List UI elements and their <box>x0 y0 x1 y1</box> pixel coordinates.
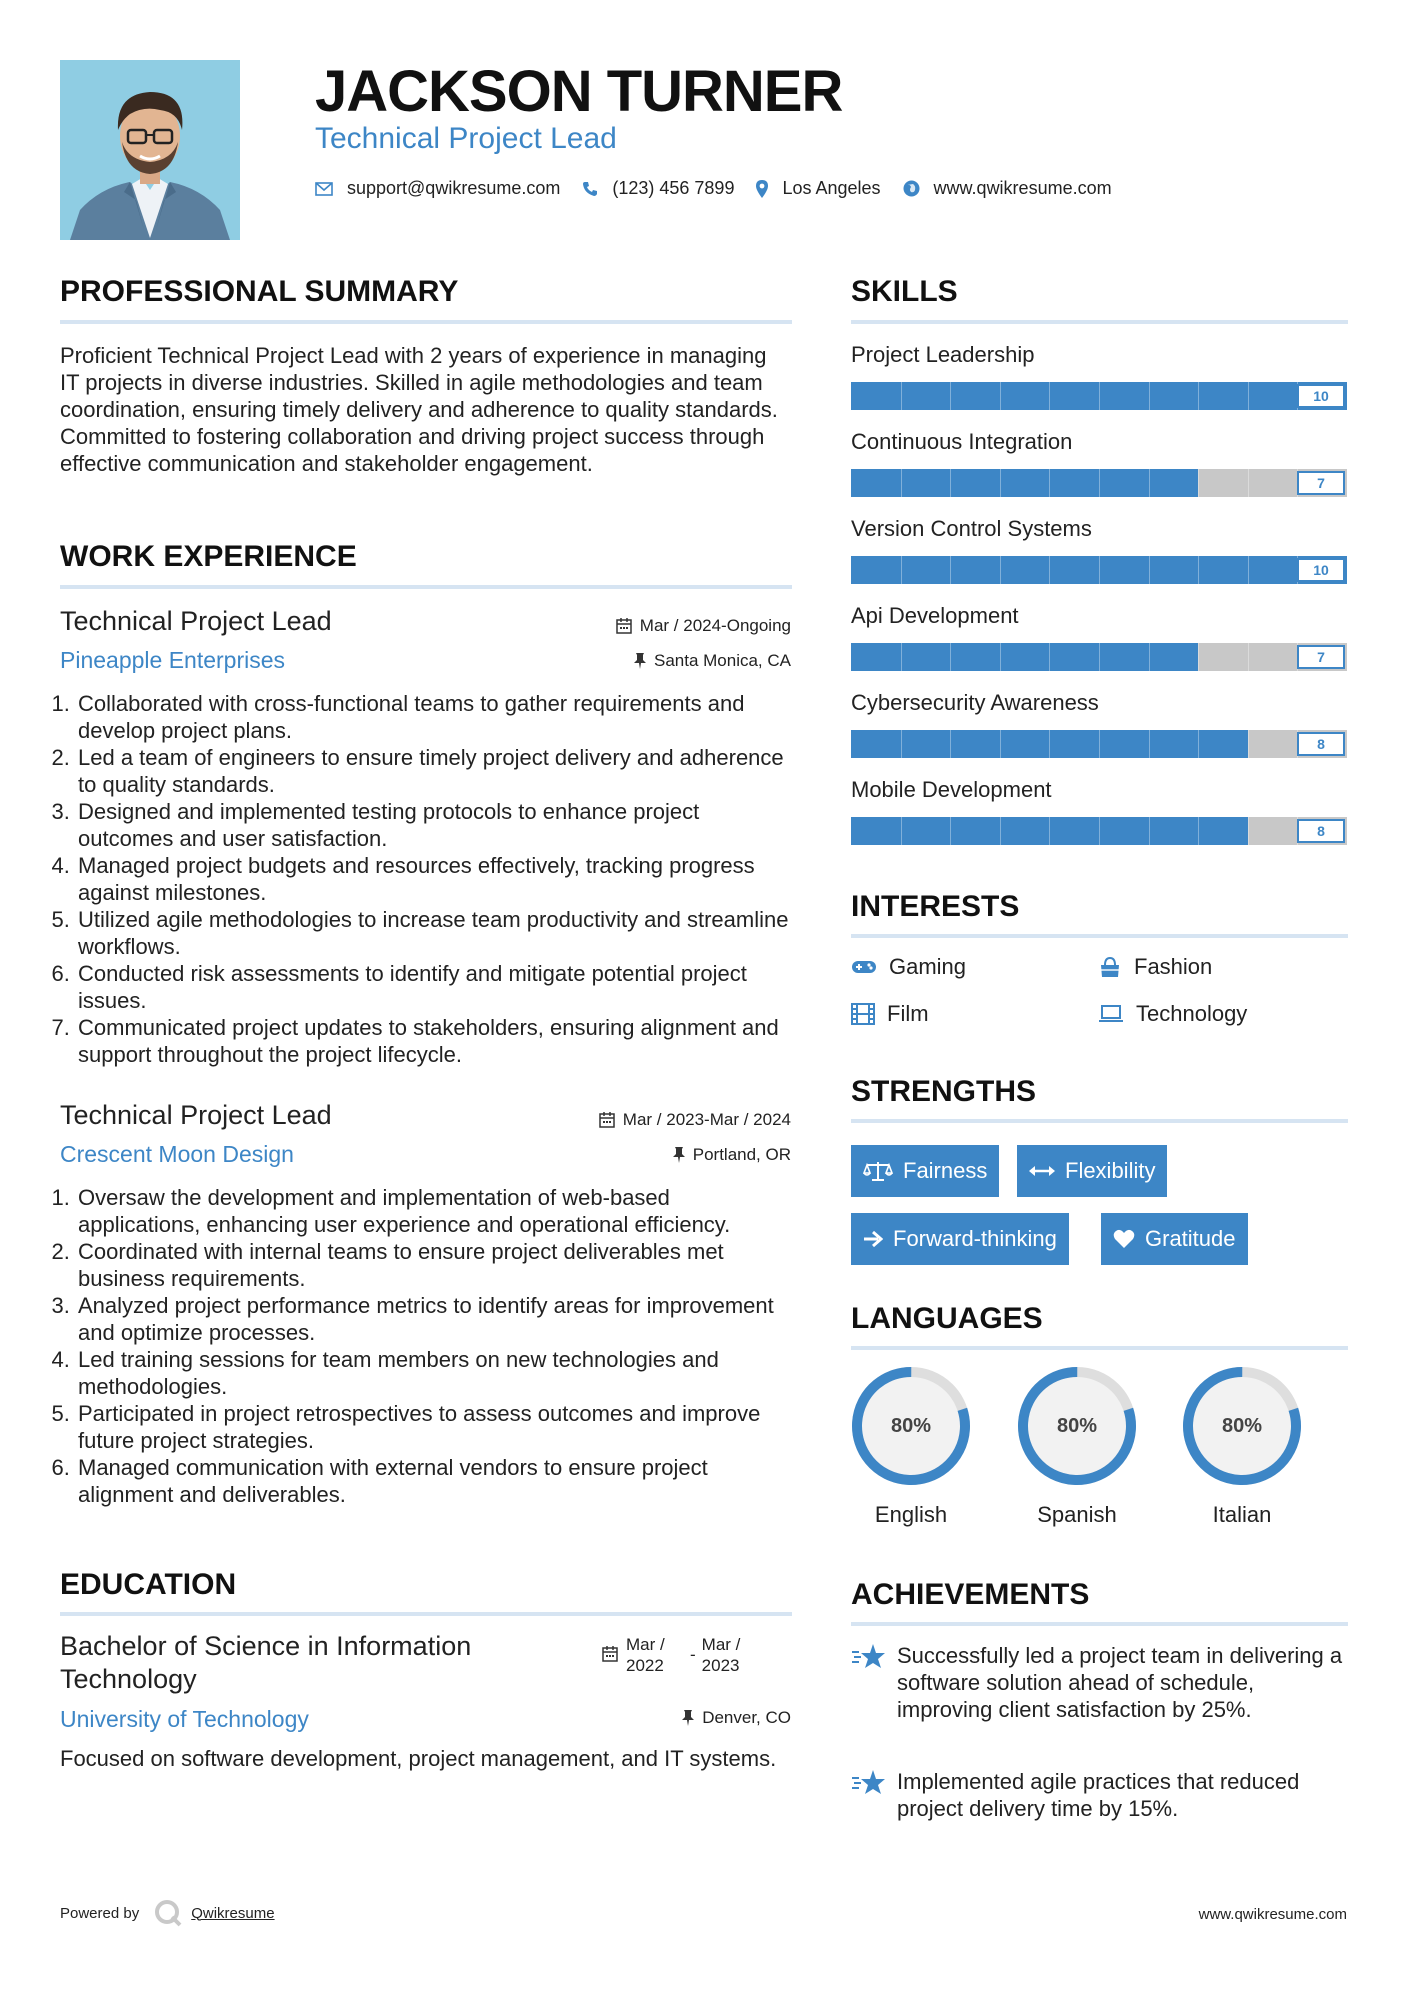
language-percent: 80% <box>1056 1415 1098 1437</box>
skill-bar-segment <box>1149 817 1150 845</box>
interest-label: Technology <box>1136 1001 1248 1026</box>
contact-location <box>756 178 880 199</box>
map-marker-icon <box>756 180 768 198</box>
skill-bar-segment <box>1099 730 1100 758</box>
skill-bar-segment <box>901 556 902 584</box>
summary-divider <box>60 320 792 324</box>
star-badge-icon <box>851 1768 887 1798</box>
skill-bar-segment <box>1049 817 1050 845</box>
profile-photo <box>60 60 240 240</box>
strength-chip-gratitude <box>1101 1213 1248 1265</box>
skill-bar-segment <box>1248 643 1249 671</box>
job-location-text: Santa Monica, CA <box>653 651 791 670</box>
list-item: 5. Utilized agile methodologies to increase team productivity and streamline workflows. <box>76 906 798 960</box>
phone-icon <box>582 181 598 197</box>
skill-bar-fill <box>851 643 1198 671</box>
gamepad-icon <box>851 959 877 975</box>
interest-fashion <box>1098 954 1212 980</box>
language-name: Italian <box>1212 1502 1272 1527</box>
interest-label: Film <box>887 1001 929 1026</box>
achievement-item <box>851 1642 1351 1723</box>
skill-name: Continuous Integration <box>851 429 1073 454</box>
interest-label: Fashion <box>1134 954 1213 979</box>
skill-bar-segment <box>901 469 902 497</box>
calendar-icon <box>599 1112 615 1128</box>
education-dates <box>602 1634 752 1676</box>
language-name: English <box>874 1502 948 1527</box>
achievement-text: Implemented agile practices that reduced project delivery time by 15%. <box>897 1769 1300 1821</box>
candidate-title: Technical Project Lead <box>315 122 617 155</box>
skill-bar <box>851 556 1347 584</box>
job-bullets <box>58 690 798 1068</box>
list-item: 1. Collaborated with cross-functional teams to gather requirements and develop project plans. <box>76 690 798 744</box>
skill-bar-segment <box>1198 730 1199 758</box>
skill-bar-segment <box>1049 382 1050 410</box>
skill-bar-segment <box>1099 643 1100 671</box>
company-name: Crescent Moon Design <box>60 1141 294 1167</box>
education-location-text: Denver, CO <box>702 1708 791 1727</box>
skill-name: Mobile Development <box>851 777 1052 802</box>
qwikresume-logo-icon <box>153 1898 183 1928</box>
achievements-divider <box>851 1622 1348 1626</box>
skill-bar-segment <box>901 817 902 845</box>
skill-level-badge: 10 <box>1297 384 1345 408</box>
candidate-name: JACKSON TURNER <box>315 59 843 124</box>
language-ring <box>1182 1366 1302 1486</box>
skill-bar-segment <box>1198 817 1199 845</box>
list-item: 5. Participated in project retrospectives to assess outcomes and improve future project strategies. <box>76 1400 798 1454</box>
strengths-heading: STRENGTHS <box>851 1075 1037 1108</box>
achievements-heading: ACHIEVEMENTS <box>851 1578 1090 1611</box>
skill-bar-segment <box>950 469 951 497</box>
interests-heading: INTERESTS <box>851 890 1020 923</box>
skill-bar-segment <box>950 382 951 410</box>
list-item: 4. Managed project budgets and resources effectively, tracking progress against milestones. <box>76 852 798 906</box>
skill-bar-segment <box>1198 469 1199 497</box>
education-start: Mar / 2022 <box>626 1635 665 1675</box>
education-end: Mar / 2023 <box>701 1635 741 1675</box>
education-location <box>491 1708 791 1728</box>
email-text: support@qwikresume.com <box>347 178 561 198</box>
summary-text: Proficient Technical Project Lead with 2 years of experience in managing IT projects in diverse industries. Skilled in agile methodologies and team coordination, ensuring timely delivery and adherence to quality standards. Committed to fostering collaboration and driving project success through effective communication and stakeholder engagement. <box>60 343 778 476</box>
balance-scale-icon <box>863 1160 893 1182</box>
contact-website[interactable] <box>903 178 1112 199</box>
skill-bar-segment <box>1049 469 1050 497</box>
languages-heading: LANGUAGES <box>851 1302 1043 1335</box>
pushpin-icon <box>634 653 646 669</box>
job-location-text: Portland, OR <box>692 1145 791 1164</box>
language-ring <box>851 1366 971 1486</box>
job-dates-text: Mar / 2024-Ongoing <box>639 616 791 635</box>
skill-level-badge: 7 <box>1297 645 1345 669</box>
achievement-item <box>851 1768 1351 1822</box>
skill-bar <box>851 643 1347 671</box>
skill-bar-segment <box>1149 469 1150 497</box>
skill-level-badge: 10 <box>1297 558 1345 582</box>
degree-title: Bachelor of Science in Information Technology <box>60 1631 472 1694</box>
pushpin-icon <box>682 1710 694 1726</box>
brand-link[interactable]: Qwikresume <box>191 1904 275 1922</box>
interest-technology <box>1098 1001 1247 1027</box>
job-bullets <box>58 1184 798 1508</box>
skill-bar-segment <box>901 730 902 758</box>
job-location <box>491 1145 791 1165</box>
list-item: 6. Managed communication with external vendors to ensure project alignment and deliverables. <box>76 1454 798 1508</box>
contact-bar <box>315 178 1134 199</box>
strength-chip-fairness <box>851 1145 999 1197</box>
list-item: 6. Conducted risk assessments to identify and mitigate potential project issues. <box>76 960 798 1014</box>
skills-heading: SKILLS <box>851 275 958 308</box>
language-name: Spanish <box>1037 1502 1117 1527</box>
phone-text: (123) 456 7899 <box>612 178 735 198</box>
skill-bar-segment <box>1000 817 1001 845</box>
skill-name: Cybersecurity Awareness <box>851 690 1099 715</box>
job-title: Technical Project Lead <box>60 1100 332 1130</box>
skill-bar-segment <box>1149 643 1150 671</box>
strength-label: Flexibility <box>1065 1158 1156 1183</box>
skill-bar-segment <box>901 382 902 410</box>
skill-level-badge: 8 <box>1297 732 1345 756</box>
experience-divider <box>60 585 792 589</box>
experience-heading: WORK EXPERIENCE <box>60 540 357 573</box>
pushpin-icon <box>673 1147 685 1163</box>
skill-bar <box>851 382 1347 410</box>
website-text: www.qwikresume.com <box>933 178 1112 198</box>
summary-heading: PROFESSIONAL SUMMARY <box>60 275 459 308</box>
star-badge-icon <box>851 1642 887 1672</box>
globe-icon <box>903 180 920 197</box>
job-dates <box>491 1110 791 1130</box>
laptop-icon <box>1098 1004 1124 1024</box>
heart-icon <box>1113 1229 1135 1249</box>
contact-email[interactable] <box>315 178 560 199</box>
interest-label: Gaming <box>889 954 967 979</box>
skill-bar-segment <box>1099 382 1100 410</box>
skill-bar-segment <box>950 730 951 758</box>
arrow-right-icon <box>863 1230 883 1248</box>
strength-chip-forward-thinking <box>851 1213 1069 1265</box>
arrows-horizontal-icon <box>1029 1164 1055 1178</box>
skill-bar-segment <box>1049 556 1050 584</box>
company-name: Pineapple Enterprises <box>60 647 286 673</box>
skill-bar-segment <box>950 556 951 584</box>
job-location <box>491 651 791 671</box>
skill-bar-fill <box>851 469 1198 497</box>
powered-by-text: Powered by <box>60 1904 140 1922</box>
job-dates-text: Mar / 2023-Mar / 2024 <box>622 1110 791 1129</box>
strength-chip-flexibility <box>1017 1145 1167 1197</box>
skill-bar-segment <box>1248 469 1249 497</box>
skill-bar-segment <box>1248 556 1249 584</box>
strength-label: Forward-thinking <box>893 1226 1057 1251</box>
skill-level-badge: 8 <box>1297 819 1345 843</box>
education-heading: EDUCATION <box>60 1568 237 1601</box>
skill-bar-segment <box>1099 556 1100 584</box>
strength-label: Fairness <box>903 1158 988 1183</box>
skill-bar-segment <box>1198 382 1199 410</box>
list-item: 2. Coordinated with internal teams to ensure project deliverables met business requirements. <box>76 1238 798 1292</box>
skill-bar-segment <box>1049 643 1050 671</box>
skill-bar-segment <box>1000 643 1001 671</box>
skills-divider <box>851 320 1348 324</box>
calendar-icon <box>602 1646 618 1662</box>
skill-name: Api Development <box>851 603 1019 628</box>
skill-bar-segment <box>950 817 951 845</box>
job-title: Technical Project Lead <box>60 606 332 636</box>
skill-bar-segment <box>1198 556 1199 584</box>
skill-bar-segment <box>1049 730 1050 758</box>
list-item: 3. Designed and implemented testing protocols to enhance project outcomes and user satisfaction. <box>76 798 798 852</box>
interest-film <box>851 1001 929 1027</box>
skill-name: Project Leadership <box>851 342 1035 367</box>
strength-label: Gratitude <box>1145 1226 1236 1251</box>
list-item: 3. Analyzed project performance metrics to identify areas for improvement and optimize processes. <box>76 1292 798 1346</box>
strengths-divider <box>851 1119 1348 1123</box>
skill-bar-segment <box>1000 556 1001 584</box>
skill-bar-segment <box>1099 469 1100 497</box>
skill-bar-segment <box>950 643 951 671</box>
skill-bar-segment <box>1248 730 1249 758</box>
contact-phone[interactable] <box>582 178 734 199</box>
shopping-bag-icon <box>1098 955 1122 979</box>
skill-bar-segment <box>1248 817 1249 845</box>
calendar-icon <box>616 618 632 634</box>
list-item: 1. Oversaw the development and implementation of web-based applications, enhancing user experience and operational efficiency. <box>76 1184 798 1238</box>
education-divider <box>60 1612 792 1616</box>
skill-level-badge: 7 <box>1297 471 1345 495</box>
skill-bar-segment <box>1000 469 1001 497</box>
skill-bar-segment <box>1149 730 1150 758</box>
skill-bar-segment <box>1198 643 1199 671</box>
education-description: Focused on software development, project management, and IT systems. <box>60 1746 777 1771</box>
job-dates <box>491 616 791 636</box>
skill-bar-segment <box>1000 730 1001 758</box>
skill-bar <box>851 469 1347 497</box>
skill-bar <box>851 817 1347 845</box>
location-text: Los Angeles <box>782 178 881 198</box>
skill-bar-segment <box>1149 382 1150 410</box>
skill-bar-segment <box>1099 817 1100 845</box>
footer-powered-by <box>60 1898 275 1928</box>
language-ring <box>1017 1366 1137 1486</box>
list-item: 4. Led training sessions for team members on new technologies and methodologies. <box>76 1346 798 1400</box>
skill-bar <box>851 730 1347 758</box>
skill-bar-segment <box>1149 556 1150 584</box>
interest-gaming <box>851 954 966 980</box>
skill-bar-segment <box>1248 382 1249 410</box>
skill-name: Version Control Systems <box>851 516 1092 541</box>
date-separator: - <box>690 1645 696 1664</box>
interests-divider <box>851 934 1348 938</box>
film-icon <box>851 1003 875 1025</box>
languages-divider <box>851 1346 1348 1350</box>
language-percent: 80% <box>890 1415 932 1437</box>
list-item: 7. Communicated project updates to stakeholders, ensuring alignment and support throughout the project lifecycle. <box>76 1014 798 1068</box>
language-percent: 80% <box>1221 1415 1263 1437</box>
envelope-icon <box>315 182 333 196</box>
achievement-text: Successfully led a project team in delivering a software solution ahead of schedule, improving client satisfaction by 25%. <box>897 1643 1343 1722</box>
skill-bar-segment <box>901 643 902 671</box>
footer-website[interactable]: www.qwikresume.com <box>1198 1906 1347 1923</box>
school-name: University of Technology <box>60 1706 309 1732</box>
skill-bar-segment <box>1000 382 1001 410</box>
list-item: 2. Led a team of engineers to ensure timely project delivery and adherence to quality standards. <box>76 744 798 798</box>
